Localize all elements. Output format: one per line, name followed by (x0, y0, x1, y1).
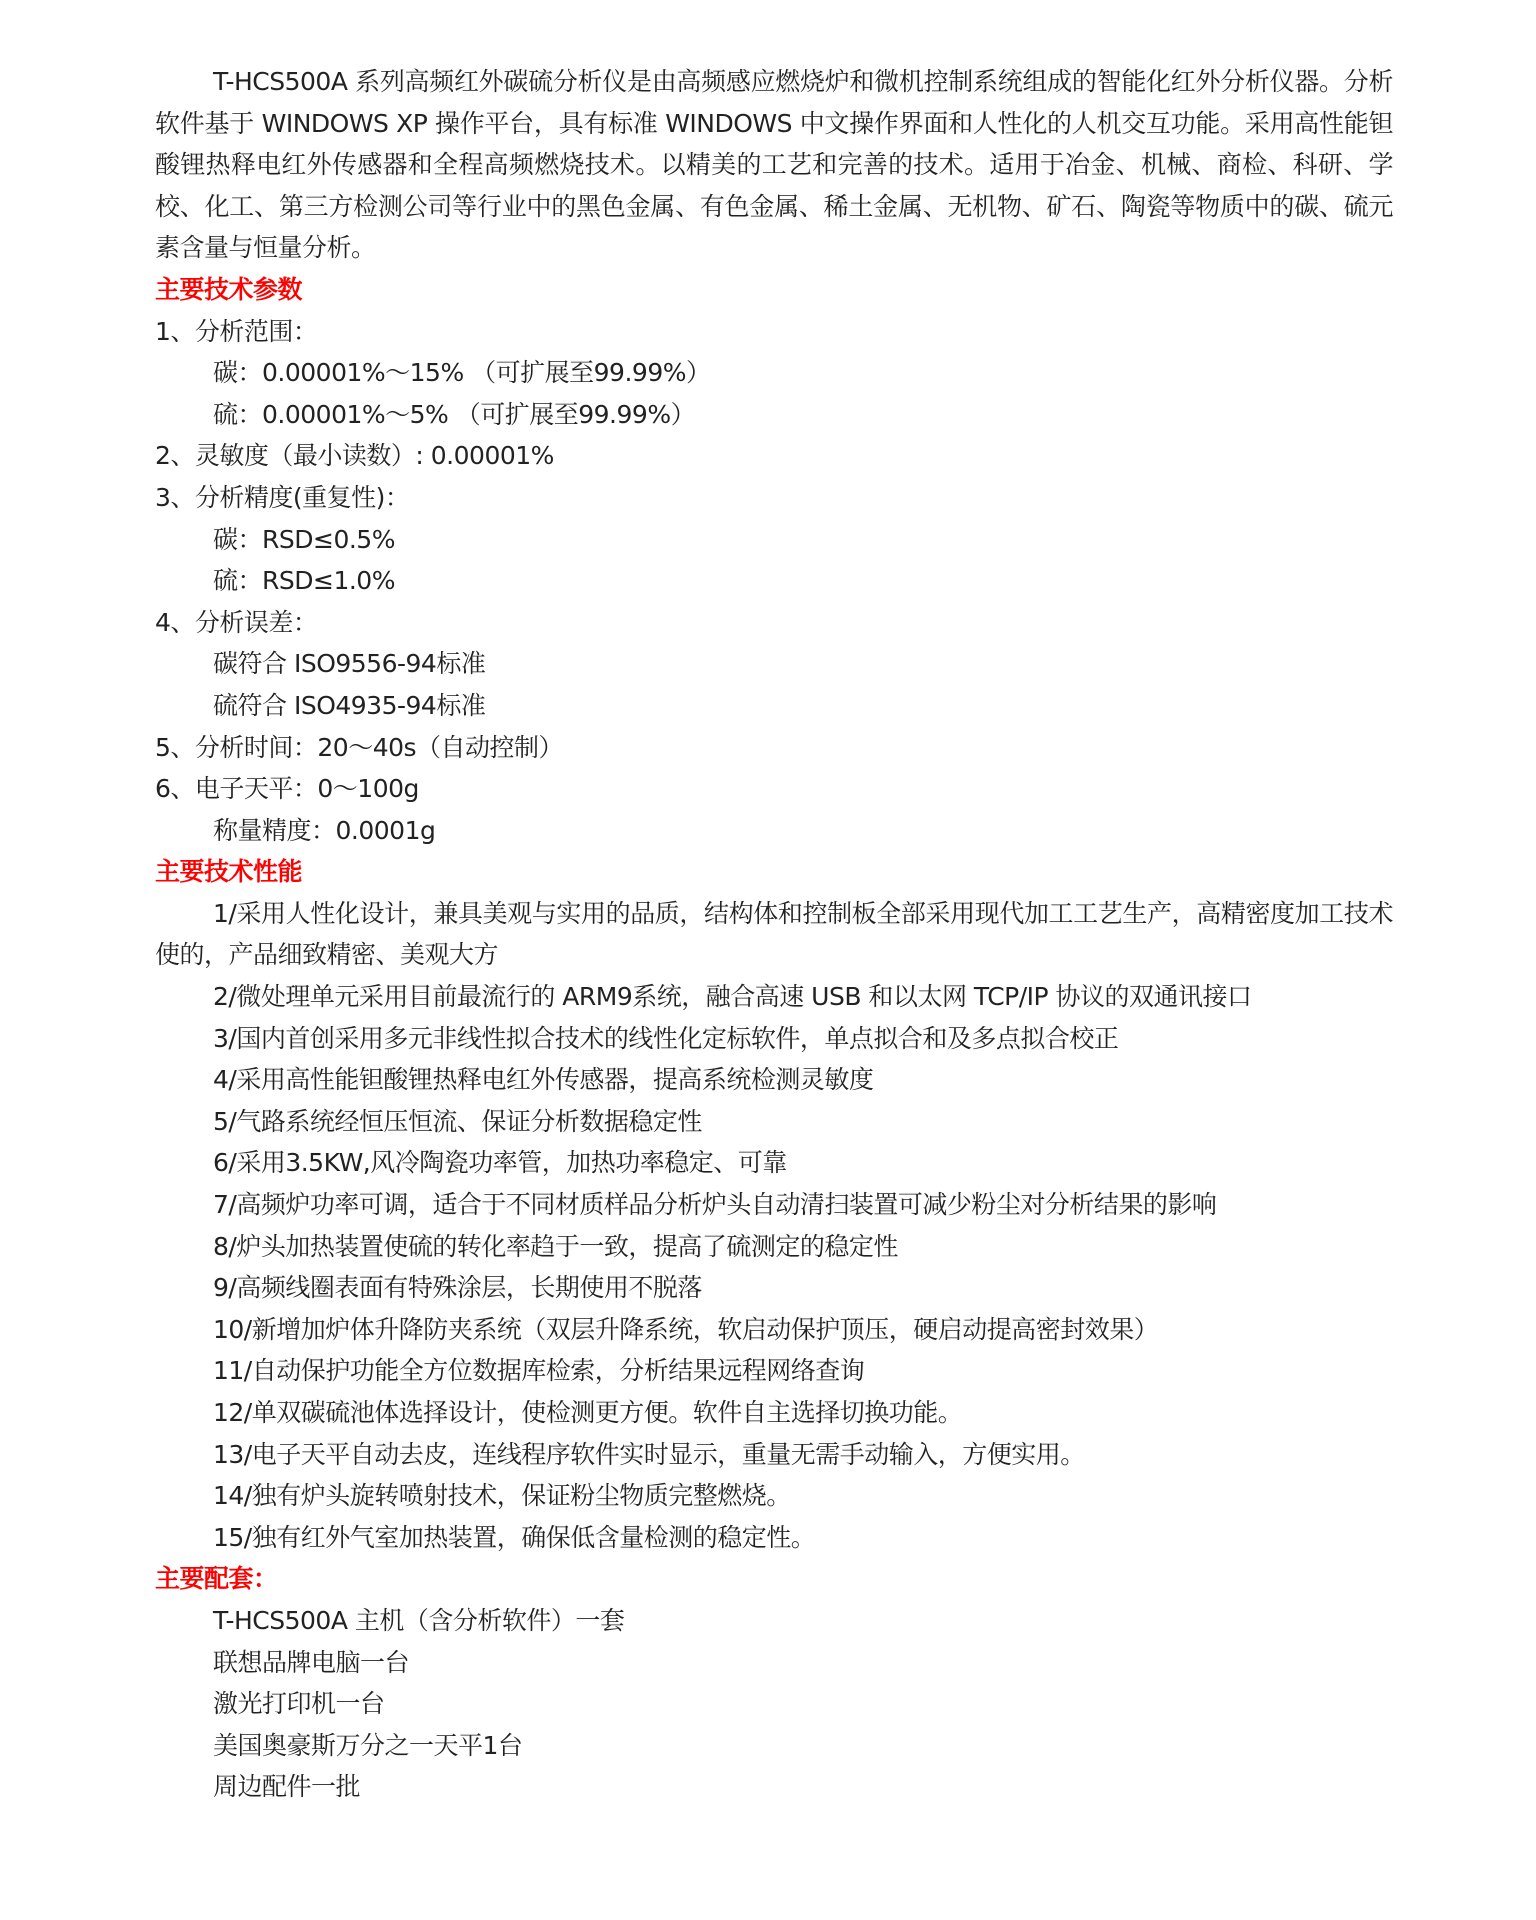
param-detail: 硫：0.00001%～5% （可扩展至99.99%） (213, 399, 696, 429)
accessory-item: T-HCS500A 主机（含分析软件）一套 (213, 1605, 625, 1635)
accessory-item: 周边配件一批 (213, 1772, 361, 1802)
param-detail: 硫符合 ISO4935-94标准 (213, 690, 486, 720)
param-detail: 碳：0.00001%～15% （可扩展至99.99%） (213, 358, 711, 388)
params-list (155, 311, 1393, 852)
performance-item: 8/炉头加热装置使硫的转化率趋于一致，提高了硫测定的稳定性 (213, 1231, 898, 1261)
performance-item: 6/采用3.5KW,风冷陶瓷功率管，加热功率稳定、可靠 (213, 1148, 787, 1178)
performance-item: 15/独有红外气室加热装置，确保低含量检测的稳定性。 (213, 1522, 816, 1552)
accessories-heading: 主要配套： (155, 1564, 278, 1594)
param-item: 4、分析误差： (155, 607, 318, 637)
performance-item: 5/气路系统经恒压恒流、保证分析数据稳定性 (213, 1106, 702, 1136)
performance-item: 4/采用高性能钽酸锂热释电红外传感器，提高系统检测灵敏度 (213, 1065, 874, 1095)
param-item: 1、分析范围： (155, 316, 318, 346)
performance-item: 10/新增加炉体升降防夹系统（双层升降系统，软启动保护顶压，硬启动提高密封效果） (213, 1314, 1159, 1344)
params-heading: 主要技术参数 (155, 274, 303, 304)
param-item: 3、分析精度(重复性)： (155, 482, 410, 512)
performance-item: 2/微处理单元采用目前最流行的 ARM9系统，融合高速 USB 和以太网 TCP/IP 协议的双通讯接口 (213, 982, 1252, 1012)
performance-heading: 主要技术性能 (155, 857, 303, 887)
accessory-item: 联想品牌电脑一台 (213, 1647, 410, 1677)
performance-item: 14/独有炉头旋转喷射技术，保证粉尘物质完整燃烧。 (213, 1481, 791, 1511)
param-detail: 碳符合 ISO9556-94标准 (213, 649, 486, 679)
accessory-item: 美国奥豪斯万分之一天平1台 (213, 1730, 523, 1760)
accessory-item: 激光打印机一台 (213, 1689, 385, 1719)
performance-item: 11/自动保护功能全方位数据库检索，分析结果远程网络查询 (213, 1356, 865, 1386)
performance-item: 3/国内首创采用多元非线性拟合技术的线性化定标软件，单点拟合和及多点拟合校正 (213, 1023, 1119, 1053)
param-detail: 碳：RSD≤0.5% (213, 524, 395, 554)
param-item: 2、灵敏度（最小读数）: 0.00001% (155, 441, 554, 471)
param-detail: 硫：RSD≤1.0% (213, 566, 395, 596)
performance-item: 9/高频线圈表面有特殊涂层，长期使用不脱落 (213, 1273, 702, 1303)
param-item: 5、分析时间：20～40s（自动控制） (155, 732, 564, 762)
performance-item: 13/电子天平自动去皮，连线程序软件实时显示，重量无需手动输入，方便实用。 (213, 1439, 1085, 1469)
performance-item: 1/采用人性化设计，兼具美观与实用的品质，结构体和控制板全部采用现代加工工艺生产，高精密度加工技术使的，产品细致精密、美观大方 (155, 898, 1393, 970)
param-item: 6、电子天平：0～100g (155, 774, 419, 804)
param-detail: 称量精度：0.0001g (213, 815, 436, 845)
performance-item: 7/高频炉功率可调，适合于不同材质样品分析炉头自动清扫装置可减少粉尘对分析结果的影响 (213, 1190, 1217, 1220)
intro-paragraph: T-HCS500A 系列高频红外碳硫分析仪是由高频感应燃烧炉和微机控制系统组成的智能化红外分析仪器。分析软件基于 WINDOWS XP 操作平台，具有标准 WINDOWS 中文操作界面和人性化的人机交互功能。采用高性能钽酸锂热释电红外传感器和全程高频燃烧技术。以精美的工艺和完善的技术。适用于冶金、机械、商检、科研、学校、化工、第三方检测公司等行业中的黑色金属、有色金属、稀土金属、无机物、矿石、陶瓷等物质中的碳、硫元素含量与恒量分析。 (155, 67, 1393, 263)
product-description (155, 61, 1393, 1808)
performance-list (155, 893, 1393, 1559)
accessories-list (155, 1600, 1393, 1808)
performance-item: 12/单双碳硫池体选择设计，使检测更方便。软件自主选择切换功能。 (213, 1398, 963, 1427)
